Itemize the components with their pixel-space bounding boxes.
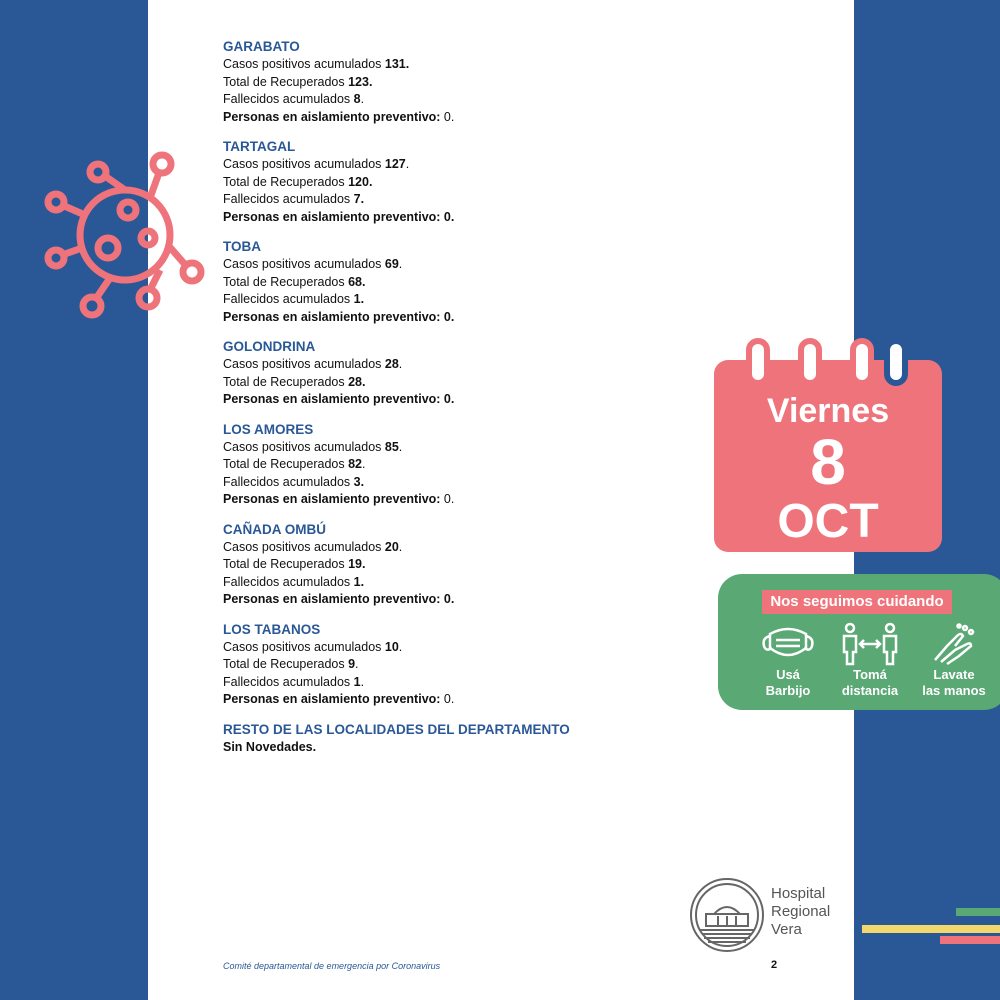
calendar-ring-icon [850, 338, 874, 386]
care-item-mask [748, 622, 828, 698]
locality-stat-line [223, 191, 683, 209]
locality-stat-line [223, 439, 683, 457]
stat-suffix: . [360, 92, 365, 106]
virus-icon [40, 150, 215, 325]
stat-label: Total de Recuperados [223, 274, 349, 289]
locality-stat-line [223, 56, 683, 74]
stat-label: Personas en aislamiento preventivo: [223, 592, 444, 606]
locality-stat-line [223, 209, 683, 227]
locality-stat-line [223, 374, 683, 392]
stat-label: Fallecidos acumulados [223, 674, 354, 689]
care-label-line1: Lavate [933, 667, 975, 682]
locality-name: LOS AMORES [223, 421, 314, 437]
stat-value: 1. [353, 292, 365, 306]
locality-stat-line [223, 691, 683, 709]
stat-value: 0. [443, 392, 455, 406]
locality-stat-line [223, 91, 683, 109]
locality-stat-line [223, 174, 683, 192]
hospital-logo-text [771, 885, 830, 939]
locality-stat-line [223, 556, 683, 574]
stat-value: 68. [348, 274, 366, 289]
stat-suffix: . [362, 457, 366, 471]
stat-suffix: . [398, 257, 403, 271]
stat-value: 0. [443, 692, 455, 706]
stat-label: Casos positivos acumulados [223, 439, 385, 454]
locality-block [223, 521, 683, 609]
stat-suffix: . [360, 674, 365, 689]
care-label-line1: Usá [776, 667, 800, 682]
stat-label: Fallecidos acumulados [223, 474, 354, 489]
stat-value: 120. [348, 174, 373, 189]
care-label-line1: Tomá [853, 667, 887, 682]
locality-stat-line [223, 539, 683, 557]
stat-label: Personas en aislamiento preventivo: [223, 392, 444, 406]
stat-label: Total de Recuperados [223, 657, 349, 671]
logo-line: Hospital [771, 885, 826, 902]
locality-stat-line [223, 456, 683, 474]
care-item-distance [830, 622, 910, 698]
stat-label: Total de Recuperados [223, 174, 349, 189]
stat-value: 20 [384, 539, 399, 554]
stat-suffix: . [355, 657, 359, 671]
hospital-logo-icon [688, 870, 766, 960]
care-label-line2: distancia [841, 683, 899, 698]
stat-suffix: . [398, 439, 403, 454]
stat-label: Personas en aislamiento preventivo: [223, 309, 444, 324]
care-item-wash [914, 622, 994, 698]
page-number: 2 [771, 959, 778, 971]
locality-stat-line [223, 291, 683, 309]
stat-value: 0. [443, 592, 455, 606]
locality-name: LOS TABANOS [223, 621, 321, 637]
stat-label: Casos positivos acumulados [223, 539, 385, 554]
stat-label: Casos positivos acumulados [223, 57, 385, 71]
decorative-stripe [940, 936, 1000, 944]
locality-stat-line [223, 674, 683, 692]
stat-value: 123. [348, 74, 373, 89]
locality-block [223, 138, 683, 226]
stat-label: Fallecidos acumulados [223, 574, 354, 589]
stat-label: Total de Recuperados [223, 557, 349, 571]
logo-line: Vera [771, 921, 802, 938]
care-label-line2: las manos [922, 683, 986, 698]
locality-stat-line [223, 156, 683, 174]
locality-stat-line [223, 491, 683, 509]
stat-value: 28 [384, 357, 399, 371]
calendar-day-name: Viernes [766, 392, 890, 430]
stat-suffix: . [405, 157, 410, 171]
locality-stat-line [223, 591, 683, 609]
calendar-month: OCT [777, 495, 879, 548]
mask-icon [760, 622, 816, 666]
logo-line: Regional [771, 903, 831, 920]
locality-stat-line [223, 574, 683, 592]
stat-value: 85 [384, 439, 399, 454]
stat-suffix: . [398, 539, 403, 554]
locality-name: RESTO DE LAS LOCALIDADES DEL DEPARTAMENTO [223, 721, 570, 737]
stat-label: Fallecidos acumulados [223, 92, 354, 106]
locality-stat-line [223, 474, 683, 492]
care-title: Nos seguimos cuidando [762, 590, 952, 614]
stat-value: 127 [384, 157, 406, 171]
locality-stat-line [223, 74, 683, 92]
decorative-stripe [956, 908, 1000, 916]
stat-value: 8 [353, 92, 361, 106]
stat-label: Personas en aislamiento preventivo: [223, 109, 444, 124]
stat-value: 0. [443, 109, 455, 124]
stat-label: Total de Recuperados [223, 457, 349, 471]
footer-note: Comité departamental de emergencia por Coronavirus [223, 961, 441, 971]
locality-name: GARABATO [223, 39, 300, 54]
stat-label: Personas en aislamiento preventivo: [223, 492, 444, 506]
locality-block [223, 238, 683, 326]
stat-value: 1. [353, 574, 365, 589]
decorative-stripe [862, 925, 1000, 933]
stat-value: 0. [443, 492, 455, 506]
locality-stat-line [223, 639, 683, 657]
stat-label: Personas en aislamiento preventivo: [223, 209, 444, 224]
locality-stat-line [223, 391, 683, 409]
stat-label: Total de Recuperados [223, 74, 349, 89]
stat-label: Sin Novedades. [223, 739, 317, 754]
calendar-date [714, 338, 942, 554]
locality-name: TOBA [223, 239, 262, 254]
stat-label: Personas en aislamiento preventivo: [223, 692, 444, 706]
locality-stat-line [223, 109, 683, 127]
calendar-ring-icon [798, 338, 822, 386]
locality-block [223, 421, 683, 509]
locality-report [223, 38, 683, 768]
hand-wash-icon [929, 622, 979, 666]
stat-label: Casos positivos acumulados [223, 157, 385, 171]
stat-label: Fallecidos acumulados [223, 192, 354, 206]
stat-label: Total de Recuperados [223, 374, 349, 389]
calendar-day-number: 8 [810, 426, 846, 498]
locality-block [223, 338, 683, 409]
locality-stat-line [223, 256, 683, 274]
locality-name: TARTAGAL [223, 139, 296, 154]
calendar-ring-icon [884, 338, 908, 386]
care-panel [718, 574, 1000, 710]
stat-value: 3. [353, 474, 365, 489]
stat-value: 82 [348, 457, 362, 471]
stat-label: Fallecidos acumulados [223, 292, 354, 306]
stat-value: 131. [384, 57, 410, 71]
locality-block [223, 621, 683, 709]
stat-label: Casos positivos acumulados [223, 357, 385, 371]
locality-block [223, 38, 683, 126]
stat-label: Casos positivos acumulados [223, 257, 385, 271]
stat-value: 7. [353, 192, 365, 206]
stat-value: 69 [384, 257, 399, 271]
calendar-ring-icon [746, 338, 770, 386]
stat-value: 28. [348, 374, 366, 389]
locality-stat-line [223, 356, 683, 374]
stat-value: 0. [443, 309, 455, 324]
stat-value: 1 [353, 674, 361, 689]
distance-icon [840, 622, 900, 666]
locality-stat-line [223, 656, 683, 674]
stat-value: 19. [348, 557, 366, 571]
locality-name: GOLONDRINA [223, 339, 316, 354]
stat-suffix: . [398, 639, 403, 654]
stat-value: 10 [384, 639, 399, 654]
stat-suffix: . [398, 357, 403, 371]
locality-stat-line [223, 274, 683, 292]
stat-label: Casos positivos acumulados [223, 639, 385, 654]
stat-value: 9 [348, 657, 356, 671]
locality-block [223, 721, 683, 757]
locality-stat-line [223, 309, 683, 327]
care-label-line2: Barbijo [765, 683, 811, 698]
locality-name: CAÑADA OMBÚ [223, 521, 326, 537]
stat-value: 0. [443, 209, 455, 224]
locality-stat-line [223, 739, 683, 757]
